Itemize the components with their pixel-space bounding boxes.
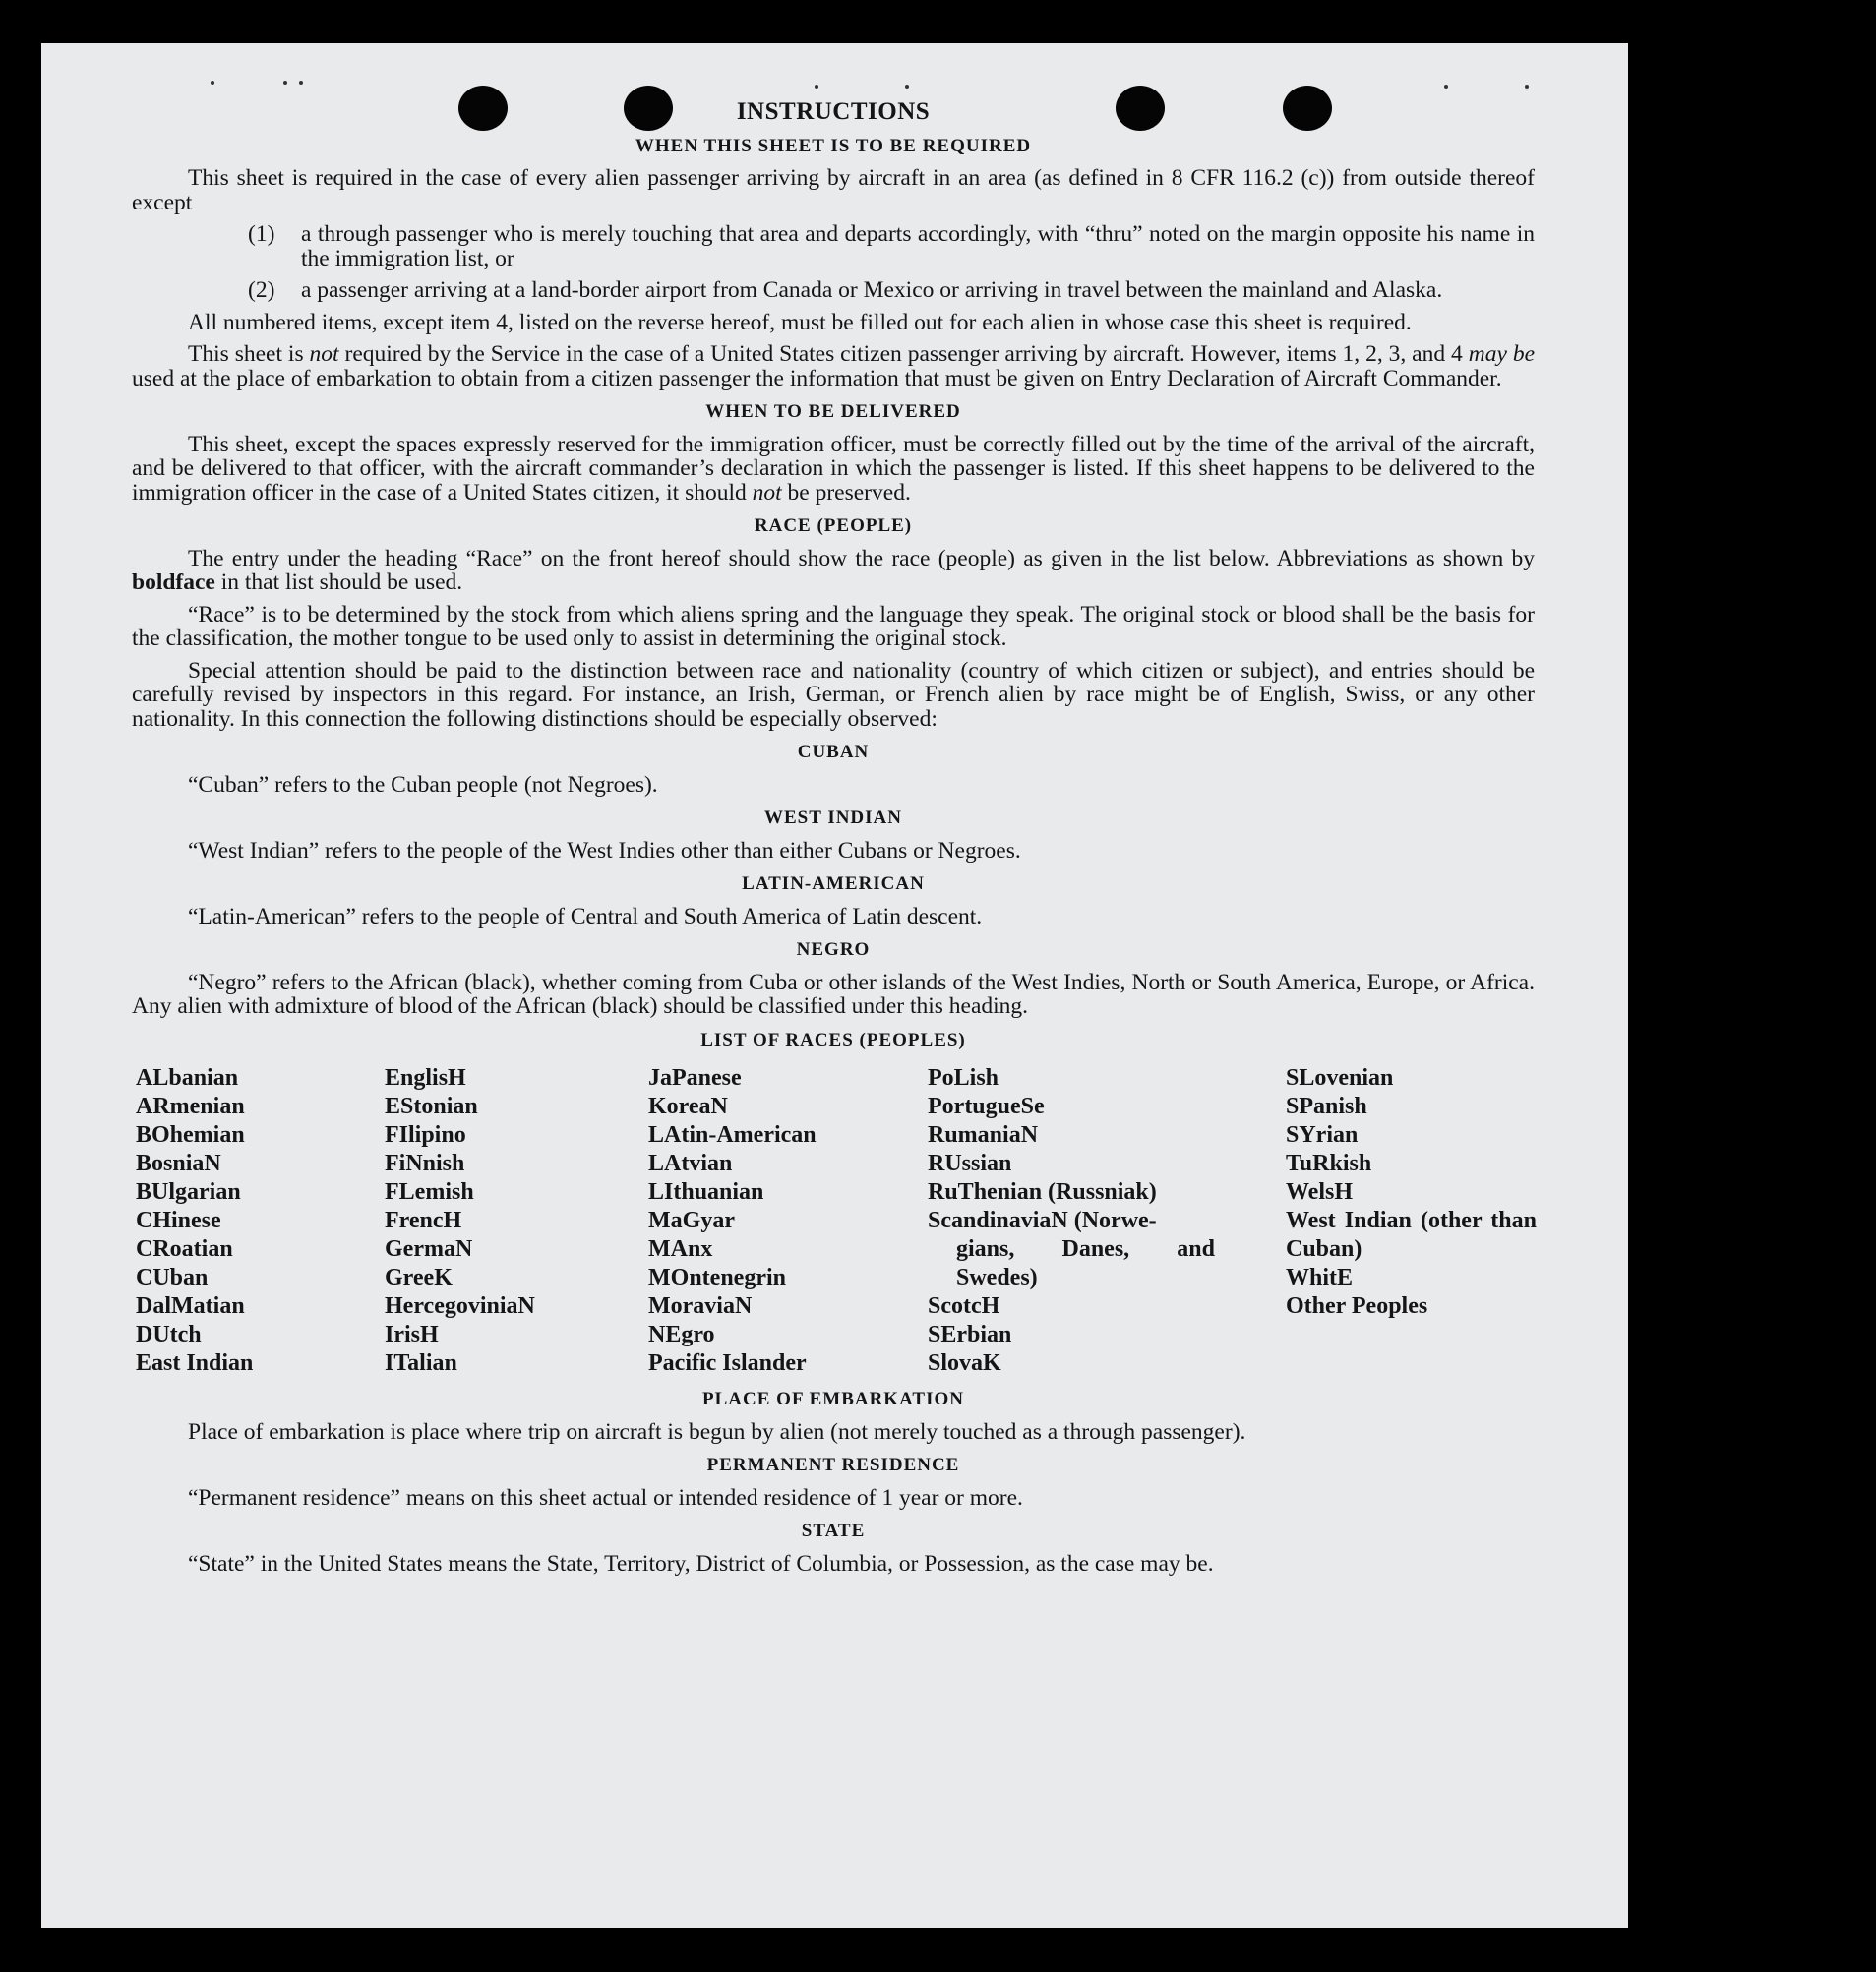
paragraph: “West Indian” refers to the people of the West Indies other than either Cubans or Negroes. — [188, 837, 1021, 864]
speck-mark — [905, 85, 909, 89]
race-entry: CUban — [136, 1265, 209, 1290]
paragraph — [132, 433, 1535, 506]
race-entry: BosniaN — [136, 1151, 221, 1176]
text-run: The entry under the heading “Race” on the front hereof should show the race (people) as given in the list below. Abbreviations as shown by — [188, 545, 1535, 571]
paragraph: Place of embarkation is place where trip on aircraft is begun by alien (not merely touched as a through passenger). — [188, 1418, 1246, 1445]
race-entry: RUssian — [928, 1151, 1012, 1176]
race-entry: GreeK — [385, 1265, 453, 1290]
paragraph: Special attention should be paid to the distinction between race and nationality (country of which citizen or subject), and entries should be carefully revised by inspectors in this regard. For instance, an Irish, German, or French alien by race might be of English, Swiss, or any other nationality. In this connection the following distinctions should be especially observed: — [132, 657, 1535, 732]
race-entry: LAtvian — [648, 1151, 733, 1176]
heading-state: STATE — [801, 1521, 866, 1541]
paragraph: This sheet is required in the case of every alien passenger arriving by aircraft in an area (as defined in 8 CFR 116.2 (c)) from outside thereof except — [132, 165, 1535, 215]
speck-mark — [283, 81, 287, 85]
race-entry: MoraviaN — [648, 1293, 753, 1319]
speck-mark — [1525, 85, 1529, 89]
document-sheet — [41, 43, 1628, 1928]
italic-text: may be — [1468, 341, 1535, 367]
race-entry: WelsH — [1286, 1179, 1354, 1205]
paragraph — [132, 547, 1535, 595]
race-entry: BOhemian — [136, 1122, 245, 1148]
race-entry: EnglisH — [385, 1065, 466, 1091]
race-entry: GermaN — [385, 1236, 473, 1262]
heading-cuban: CUBAN — [797, 742, 870, 762]
race-entry: ScandinaviaN (Norwe- — [928, 1208, 1157, 1233]
race-entry: CRoatian — [136, 1236, 233, 1262]
race-entry: IrisH — [385, 1322, 439, 1347]
speck-mark — [299, 81, 303, 85]
italic-text: not — [752, 479, 782, 506]
heading-when-delivered: WHEN TO BE DELIVERED — [705, 401, 961, 422]
race-entry: RuThenian (Russniak) — [928, 1179, 1157, 1205]
heading-race: RACE (PEOPLE) — [754, 515, 913, 536]
race-entry: Pacific Islander — [648, 1350, 807, 1376]
race-entry: DalMatian — [136, 1293, 245, 1319]
paragraph: “Permanent residence” means on this sheet actual or intended residence of 1 year or more. — [188, 1484, 1023, 1511]
race-entry: FrencH — [385, 1208, 462, 1233]
race-entry: LAtin-American — [648, 1122, 817, 1148]
text-run: required by the Service in the case of a United States citizen passenger arriving by aircraft. However, items 1, 2, 3, and 4 — [338, 341, 1469, 367]
heading-place-of-embarkation: PLACE OF EMBARKATION — [702, 1389, 964, 1409]
item-text: a through passenger who is merely touching that area and departs accordingly, with “thru” noted on the margin opposite his name in the immigration list, or — [301, 221, 1535, 271]
race-entry: FIlipino — [385, 1122, 466, 1148]
race-entry: East Indian — [136, 1350, 254, 1376]
race-entry: EStonian — [385, 1094, 478, 1119]
races-column-3 — [648, 1064, 928, 1378]
race-entry: SLovenian — [1286, 1065, 1394, 1091]
race-entry: NEgro — [648, 1322, 715, 1347]
list-item — [248, 278, 1535, 303]
heading-negro: NEGRO — [796, 939, 871, 960]
heading-permanent-residence: PERMANENT RESIDENCE — [706, 1455, 960, 1475]
race-entry: West Indian (other than Cuban) — [1286, 1208, 1537, 1262]
race-entry: Other Peoples — [1286, 1293, 1428, 1319]
race-entry: MOntenegrin — [648, 1265, 786, 1290]
instructions-content — [132, 100, 1535, 1584]
paragraph: All numbered items, except item 4, listed on the reverse hereof, must be filled out for each alien in whose case this sheet is required. — [188, 309, 1412, 335]
race-entry: WhitE — [1286, 1265, 1354, 1290]
race-entry: HercegoviniaN — [385, 1293, 535, 1319]
text-run: used at the place of embarkation to obtain from a citizen passenger the information that must be given on Entry Declaration of Aircraft Commander. — [132, 365, 1502, 391]
races-column-4 — [928, 1064, 1286, 1378]
text-run: be preserved. — [781, 479, 911, 506]
text-run: This sheet, except the spaces expressly reserved for the immigration officer, must be correctly filled out by the time of the arrival of the aircraft, and be delivered to that officer, with the aircraft commander’s declaration in which the passenger is listed. If this sheet happens to be delivered to the immigration officer in the case of a United States citizen, it should — [132, 431, 1535, 506]
speck-mark — [815, 85, 818, 89]
race-entry: KoreaN — [648, 1094, 728, 1119]
paragraph: “State” in the United States means the State, Territory, District of Columbia, or Possession, as the case may be. — [188, 1550, 1214, 1577]
race-entry: ALbanian — [136, 1065, 239, 1091]
race-entry: ARmenian — [136, 1094, 245, 1119]
heading-when-required: WHEN THIS SHEET IS TO BE REQUIRED — [635, 135, 1032, 156]
item-text: a passenger arriving at a land-border airport from Canada or Mexico or arriving in travel between the mainland and Alaska. — [301, 277, 1443, 303]
paragraph: “Race” is to be determined by the stock from which aliens spring and the language they speak. The original stock or blood shall be the basis for the classification, the mother tongue to be used only to assist in determining the original stock. — [132, 601, 1535, 651]
race-entry: SPanish — [1286, 1094, 1367, 1119]
heading-list-of-races: LIST OF RACES (PEOPLES) — [700, 1029, 966, 1050]
bold-text: boldface — [132, 569, 215, 595]
list-item — [248, 222, 1535, 270]
race-entry: PortugueSe — [928, 1094, 1045, 1119]
race-entry: LIthuanian — [648, 1179, 764, 1205]
race-entry-continuation: gians, Danes, and Swedes) — [956, 1236, 1215, 1290]
heading-latin-american: LATIN-AMERICAN — [742, 873, 925, 894]
italic-text: not — [309, 341, 339, 367]
item-number: (2) — [248, 277, 275, 303]
race-entry: ITalian — [385, 1350, 457, 1376]
race-entry: SYrian — [1286, 1122, 1359, 1148]
speck-mark — [1444, 85, 1448, 89]
race-entry: CHinese — [136, 1208, 221, 1233]
race-entry: DUtch — [136, 1322, 202, 1347]
paragraph: “Negro” refers to the African (black), whether coming from Cuba or other islands of the West Indies, North or South America, Europe, or Africa. Any alien with admixture of blood of the African (black) should be classified under this heading. — [132, 969, 1535, 1019]
paragraph: “Cuban” refers to the Cuban people (not Negroes). — [188, 771, 658, 798]
race-entry: RumaniaN — [928, 1122, 1039, 1148]
race-entry: FiNnish — [385, 1151, 465, 1176]
paragraph — [132, 342, 1535, 390]
races-list — [136, 1064, 1535, 1378]
race-entry: FLemish — [385, 1179, 474, 1205]
race-entry: BUlgarian — [136, 1179, 241, 1205]
race-entry: MaGyar — [648, 1208, 735, 1233]
race-entry: SlovaK — [928, 1350, 1001, 1376]
race-entry: PoLish — [928, 1065, 999, 1091]
races-column-1 — [136, 1064, 385, 1378]
race-entry: ScotcH — [928, 1293, 1000, 1319]
text-run: This sheet is — [188, 341, 310, 367]
race-entry: JaPanese — [648, 1065, 742, 1091]
race-entry: SErbian — [928, 1322, 1012, 1347]
races-column-2 — [385, 1064, 648, 1378]
page-title: INSTRUCTIONS — [736, 98, 931, 125]
race-entry: TuRkish — [1286, 1151, 1372, 1176]
text-run: in that list should be used. — [214, 569, 463, 595]
race-entry: MAnx — [648, 1236, 713, 1262]
heading-west-indian: WEST INDIAN — [764, 807, 902, 828]
paragraph: “Latin-American” refers to the people of Central and South America of Latin descent. — [188, 903, 983, 929]
item-number: (1) — [248, 221, 275, 247]
races-column-5 — [1286, 1064, 1537, 1378]
speck-mark — [211, 81, 214, 85]
